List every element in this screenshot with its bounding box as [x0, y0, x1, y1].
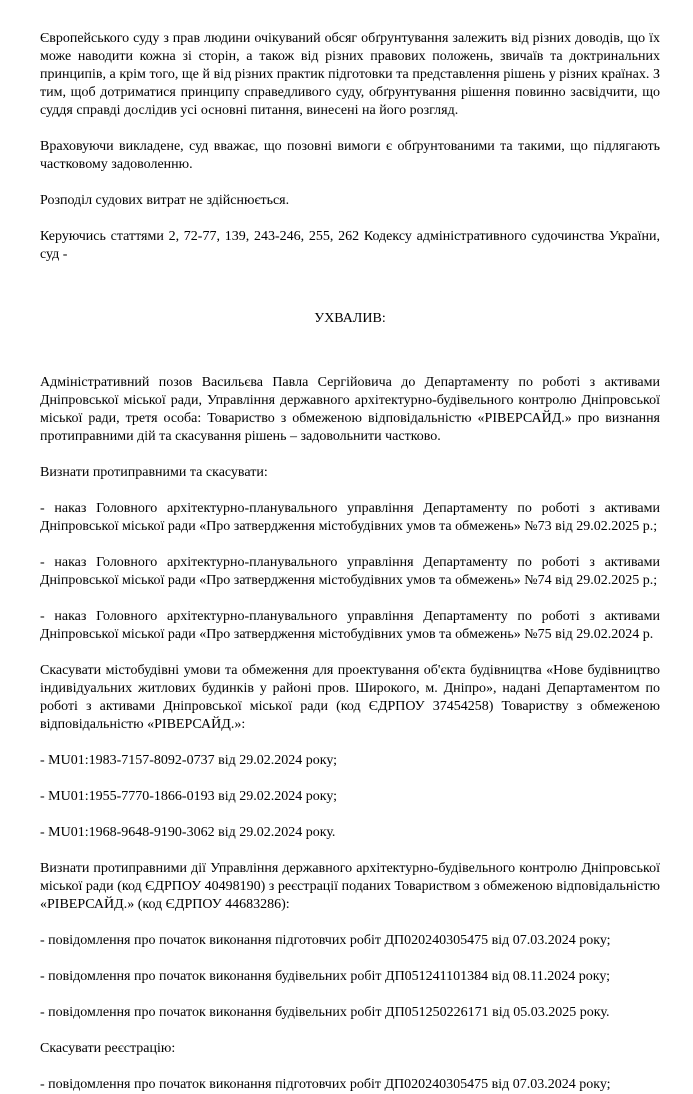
cancel-conditions-paragraph: Скасувати містобудівні умови та обмеження для проектування об'єкта будівництва «Нове будівництво індивідуальних житлових будинків у районі пров. Широкого, м. Дніпро», надані Департаментом по роботі з активами Дніпровської міської ради (код ЄДРПОУ 37454258) Товариству з обмеженою відповідальністю «РІВЕРСАЙД.»: [40, 663, 660, 732]
document-page [40, 30, 660, 1094]
order-item: - наказ Головного архітектурно-планувального управління Департаменту по роботі з активами Дніпровської міської ради «Про затвердження містобудівних умов та обмежень» №74 від 29.02.2025 р.; [40, 555, 660, 588]
condition-item: - MU01:1968-9648-9190-3062 від 29.02.2024 року. [40, 825, 336, 840]
order-item: - наказ Головного архітектурно-планувального управління Департаменту по роботі з активами Дніпровської міської ради «Про затвердження містобудівних умов та обмежень» №73 від 29.02.2025 р.; [40, 501, 660, 534]
conditions-list [40, 752, 660, 842]
notification-item: - повідомлення про початок виконання підготовчих робіт ДП020240305475 від 07.03.2024 року; [40, 933, 611, 948]
decision-heading: УХВАЛИВ: [314, 311, 386, 326]
guided-paragraph: Керуючись статтями 2, 72-77, 139, 243-246, 255, 262 Кодексу адміністративного судочинства України, суд - [40, 229, 660, 262]
condition-item: - MU01:1983-7157-8092-0737 від 29.02.2024 року; [40, 753, 338, 768]
notification-item: - повідомлення про початок виконання будівельних робіт ДП051241101384 від 08.11.2024 року; [40, 969, 611, 984]
recognize-cancel-heading: Визнати протиправними та скасувати: [40, 465, 268, 480]
claim-paragraph: Адміністративний позов Васильєва Павла Сергійовича до Департаменту по роботі з активами Дніпровської міської ради, Управління державного архітектурно-будівельного контролю Дніпровської міської ради, третя особа: Товариство з обмеженою відповідальністю «РІВЕРСАЙД.» про визнання протиправними дій та скасування рішень – задовольнити частково. [40, 375, 660, 444]
costs-paragraph: Розподіл судових витрат не здійснюється. [40, 193, 290, 208]
recognize-actions-paragraph: Визнати протиправними дії Управління державного архітектурно-будівельного контролю Дніпровської міської ради (код ЄДРПОУ 40498190) з реєстрації поданих Товариством з обмеженою відповідальністю «РІВЕРСАЙД.» (код ЄДРПОУ 44683286): [40, 861, 660, 912]
considering-paragraph: Враховуючи викладене, суд вважає, що позовні вимоги є обґрунтованими та такими, що підлягають частковому задоволенню. [40, 139, 660, 172]
notifications-list [40, 932, 660, 1022]
cancel-registration-heading: Скасувати реєстрацію: [40, 1041, 176, 1056]
notification-item: - повідомлення про початок виконання будівельних робіт ДП051250226171 від 05.03.2025 року. [40, 1005, 610, 1020]
condition-item: - MU01:1955-7770-1866-0193 від 29.02.2024 року; [40, 789, 338, 804]
registration-item: - повідомлення про початок виконання підготовчих робіт ДП020240305475 від 07.03.2024 року; [40, 1077, 611, 1092]
order-item: - наказ Головного архітектурно-планувального управління Департаменту по роботі з активами Дніпровської міської ради «Про затвердження містобудівних умов та обмежень» №75 від 29.02.2024 р. [40, 609, 660, 642]
orders-list [40, 500, 660, 644]
registrations-list [40, 1076, 660, 1094]
intro-paragraph: Європейського суду з прав людини очікуваний обсяг обґрунтування залежить від різних доводів, що їх може наводити кожна зі сторін, а також від різних правових положень, звичаїв та доктринальних принципів, а крім того, ще й від різних практик підготовки та представлення рішень у різних країнах. З тим, щоб дотриматися принципу справедливого суду, обґрунтування рішення повинно засвідчити, що суддя справді дослідив усі основні питання, винесені на його розгляд. [40, 31, 660, 118]
